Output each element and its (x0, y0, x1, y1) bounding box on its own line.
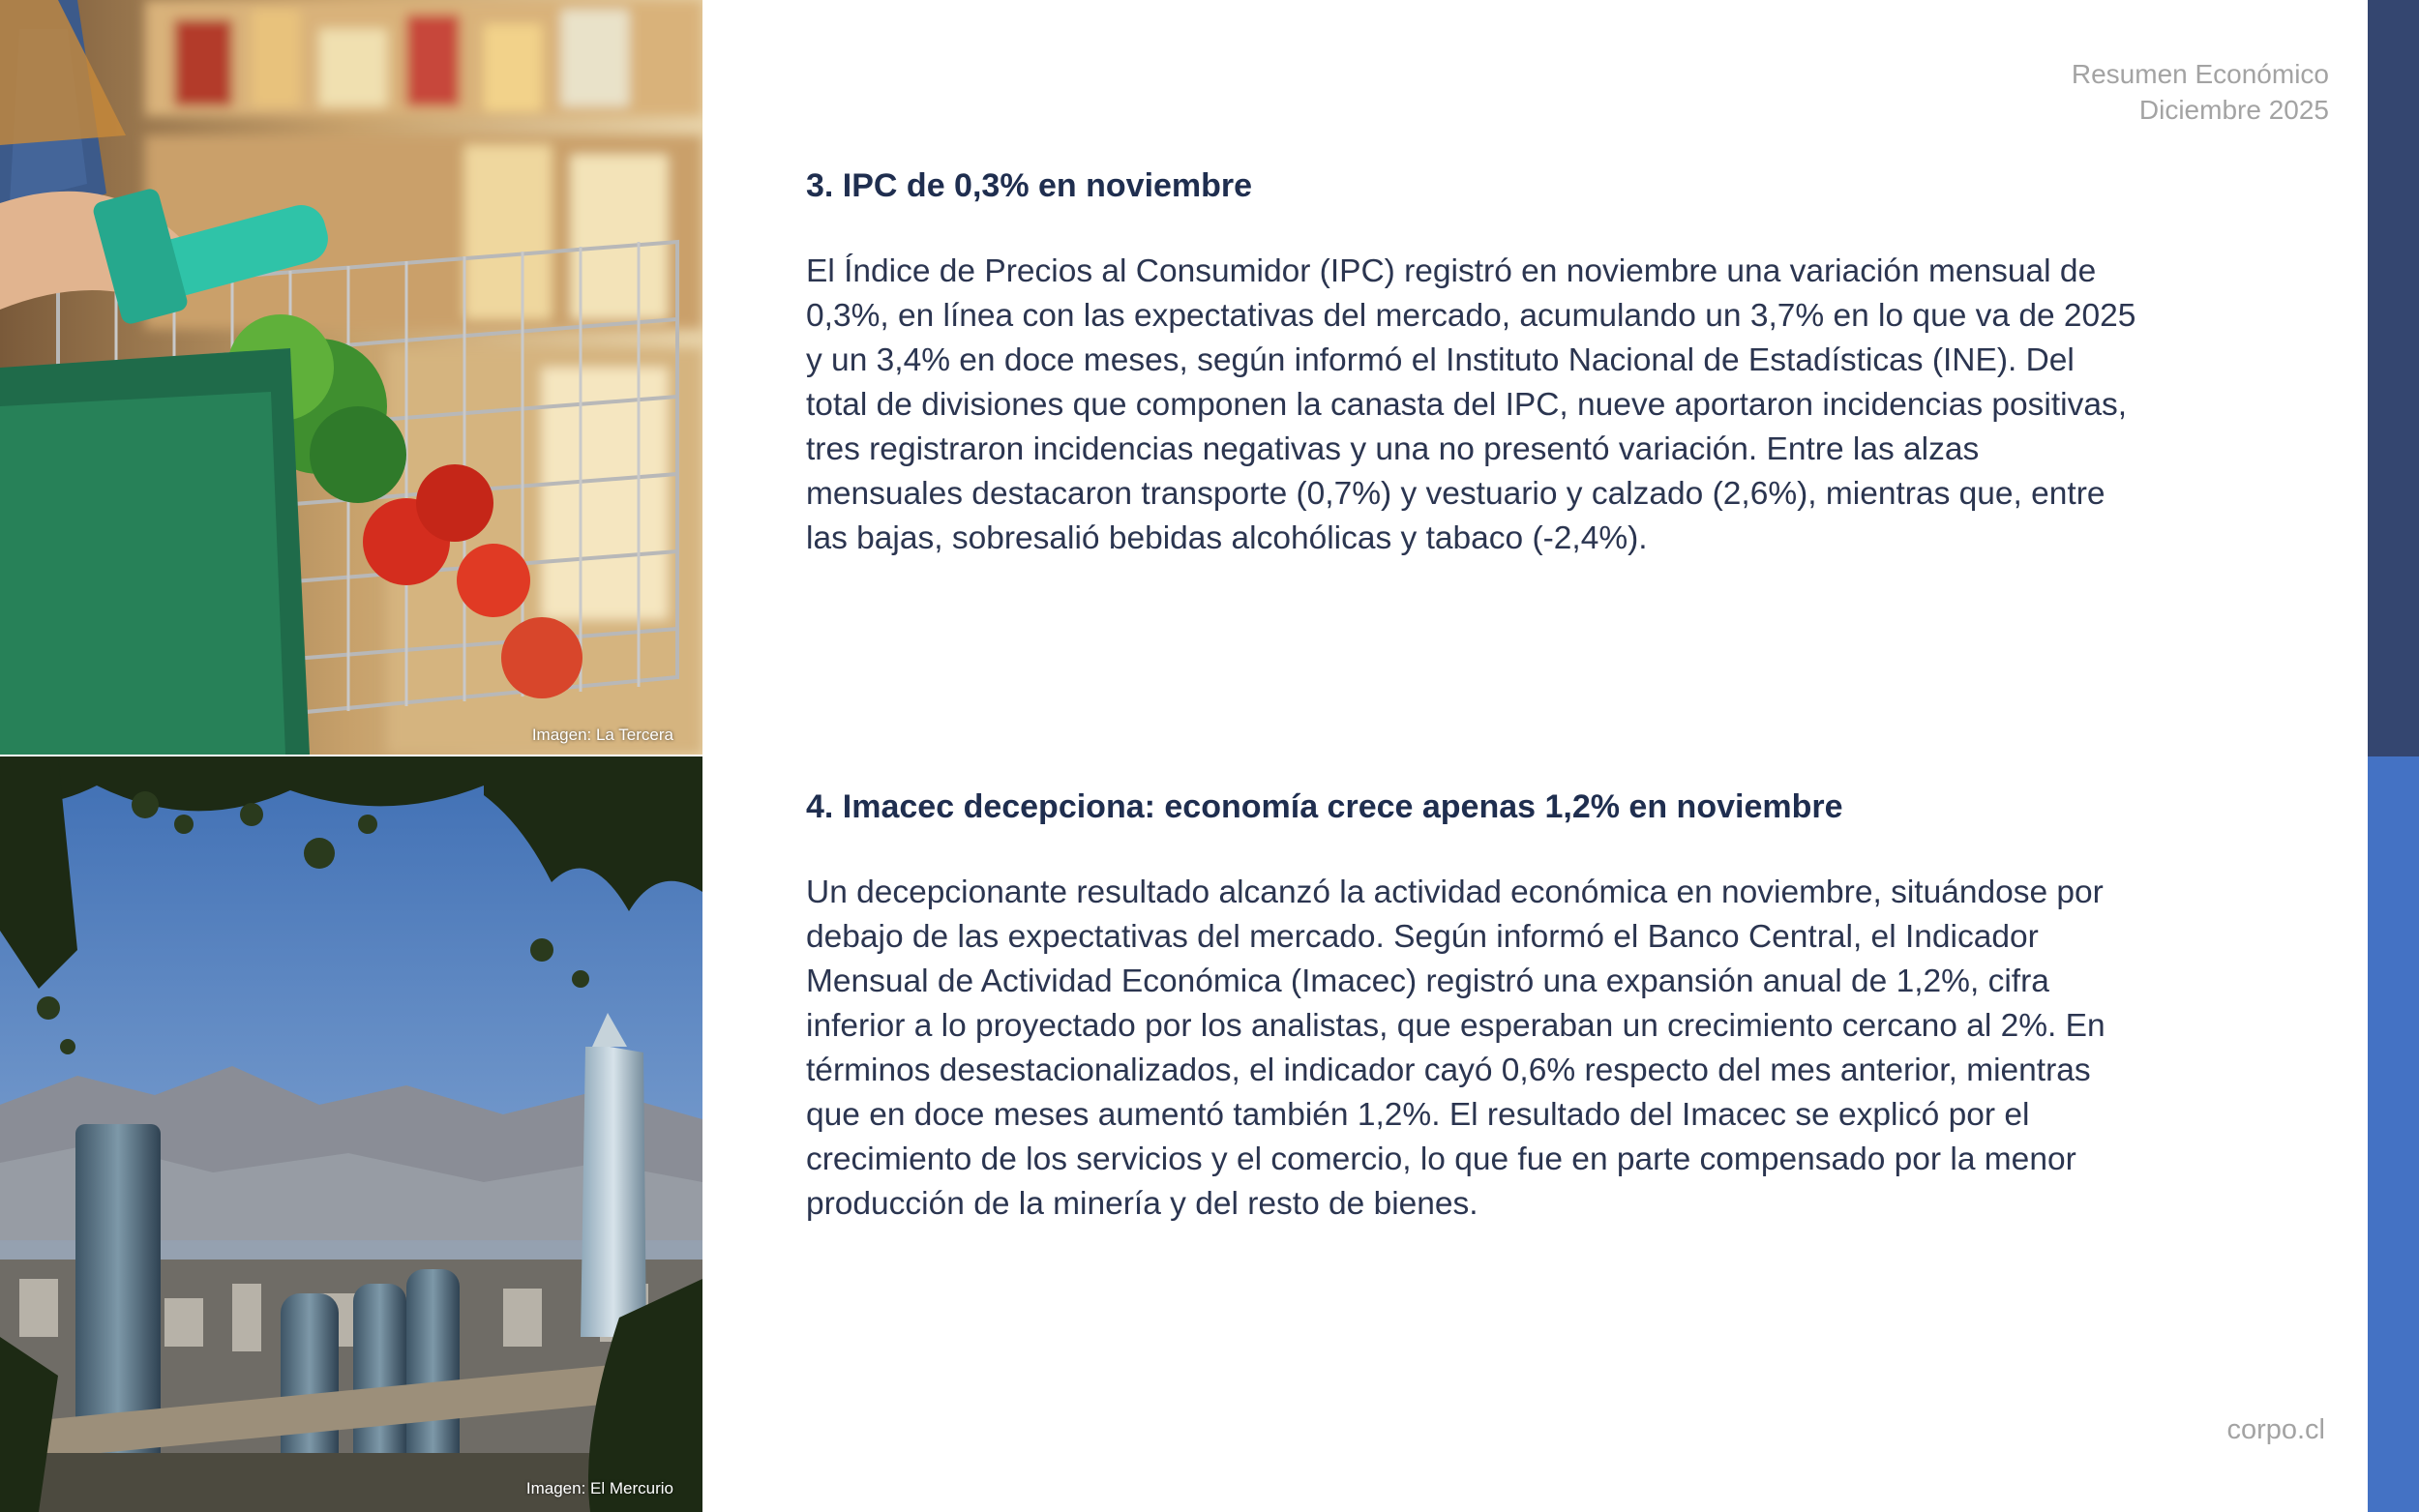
report-name: Resumen Económico (2071, 59, 2329, 89)
photo-credit-bottom: Imagen: El Mercurio (525, 1479, 673, 1497)
section-ipc (806, 163, 2141, 561)
shopping-cart-photo-icon (0, 0, 702, 755)
photo-credit-top: Imagen: La Tercera (531, 726, 673, 744)
section-body: Un decepcionante resultado alcanzó la actividad económica en noviembre, situándose por debajo de las expectativas del mercado. Según informó el Banco Central, el Indicador Mensual de Actividad Económica (Imacec) registró una expansión anual de 1,2%, cifra inferior a lo proyectado por los analistas, que esperaban un crecimiento cercano al 2%. En términos desestacionalizados, el indicador cayó 0,6% respecto del mes anterior, mientras que en doce meses aumentó también 1,2%. El resultado del Imacec se explicó por el crecimiento de los servicios y el comercio, lo que fue en parte compensado por la menor producción de la minería y del resto de bienes. (806, 875, 2105, 1222)
city-skyline-image (0, 756, 702, 1512)
section-imacec (806, 784, 2141, 1227)
section-title: 4. Imacec decepciona: economía crece apenas 1,2% en noviembre (806, 788, 1843, 825)
report-date: Diciembre 2025 (2138, 95, 2329, 125)
section-body: El Índice de Precios al Consumidor (IPC) registró en noviembre una variación mensual de 0,3%, en línea con las expectativas del mercado, acumulando un 3,7% en lo que va de 2025 y un 3,4% en doce meses, según informó el Instituto Nacional de Estadísticas (INE). Del total de divisiones que componen la canasta del IPC, nueve aportaron incidencias positivas, tres registraron incidencias negativas y una no presentó variación. Entre las alzas mensuales destacaron transporte (0,7%) y vestuario y calzado (2,6%), mientras que, entre las bajas, sobresalió bebidas alcohólicas y tabaco (-2,4%). (806, 253, 2136, 556)
footer-site: corpo.cl (2226, 1414, 2325, 1445)
section-title: 3. IPC de 0,3% en noviembre (806, 167, 1253, 204)
city-skyline-photo-icon (0, 756, 702, 1512)
shopping-cart-image (0, 0, 702, 755)
accent-bar-bottom (2368, 756, 2419, 1512)
accent-bar-top (2368, 0, 2419, 756)
report-header (2072, 56, 2329, 128)
